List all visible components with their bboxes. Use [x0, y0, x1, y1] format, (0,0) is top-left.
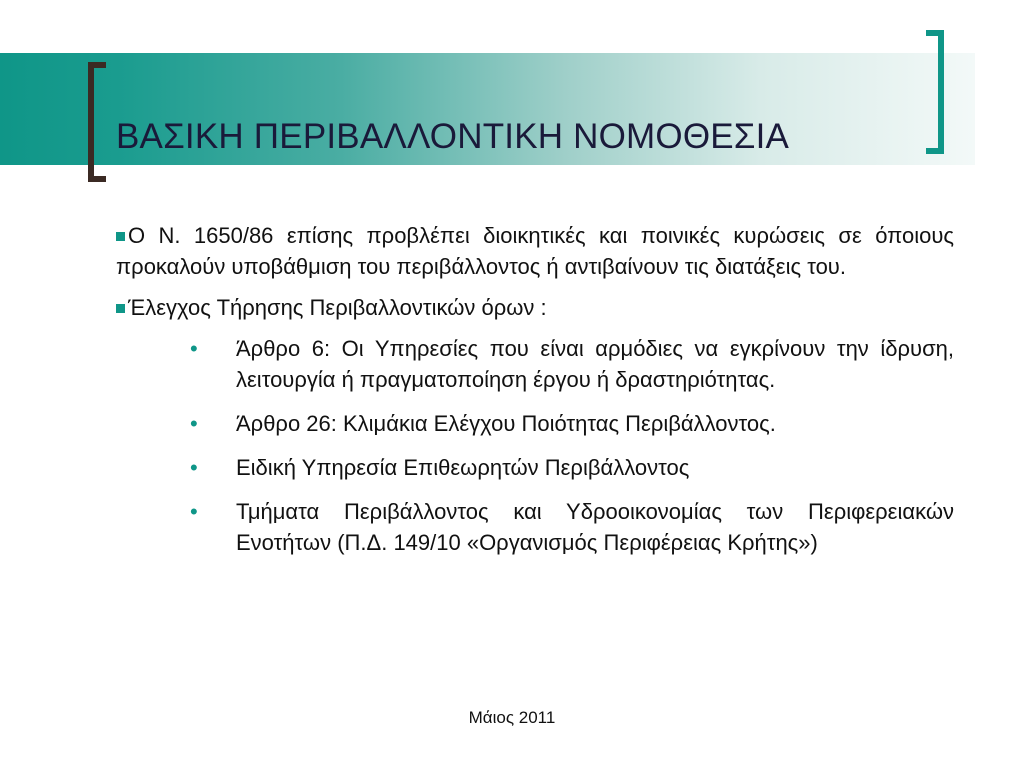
list-item-text: Τμήματα Περιβάλλοντος και Υδροοικονομίας των Περιφερειακών Ενοτήτων (Π.Δ. 149/10 «Οργανισμός Περιφέρειας Κρήτης») — [236, 499, 954, 555]
list-item — [116, 408, 954, 439]
list-item — [116, 452, 954, 483]
square-bullet-icon — [116, 232, 125, 241]
list-item — [116, 333, 954, 395]
slide-title: ΒΑΣΙΚΗ ΠΕΡΙΒΑΛΛΟΝΤΙΚΗ ΝΟΜΟΘΕΣΙΑ — [116, 117, 790, 156]
list-item-text: Ειδική Υπηρεσία Επιθεωρητών Περιβάλλοντος — [236, 455, 690, 480]
list-item-text: Άρθρο 6: Οι Υπηρεσίες που είναι αρμόδιες να εγκρίνουν την ίδρυση, λειτουργία ή πραγματοποίηση έργου ή δραστηριότητας. — [236, 336, 954, 392]
slide-content — [116, 220, 954, 571]
paragraph-penalties — [116, 220, 954, 282]
paragraph-compliance-control — [116, 292, 954, 323]
bullet-icon: • — [190, 411, 198, 436]
left-bracket-decoration — [88, 62, 106, 182]
bullet-icon: • — [190, 499, 198, 524]
bullet-icon: • — [190, 336, 198, 361]
sub-bullet-list — [116, 333, 954, 558]
list-item — [116, 496, 954, 558]
right-bracket-decoration — [926, 30, 944, 154]
list-item-text: Άρθρο 26: Κλιμάκια Ελέγχου Ποιότητας Περιβάλλοντος. — [236, 411, 776, 436]
bullet-icon: • — [190, 455, 198, 480]
paragraph-text: Ο Ν. 1650/86 επίσης προβλέπει διοικητικές και ποινικές κυρώσεις σε όποιους προκαλούν υποβάθμιση του περιβάλλοντος ή αντιβαίνουν τις διατάξεις του. — [116, 223, 954, 279]
square-bullet-icon — [116, 304, 125, 313]
footer-date: Μάιος 2011 — [468, 708, 556, 727]
paragraph-text: Έλεγχος Τήρησης Περιβαλλοντικών όρων : — [128, 295, 547, 320]
